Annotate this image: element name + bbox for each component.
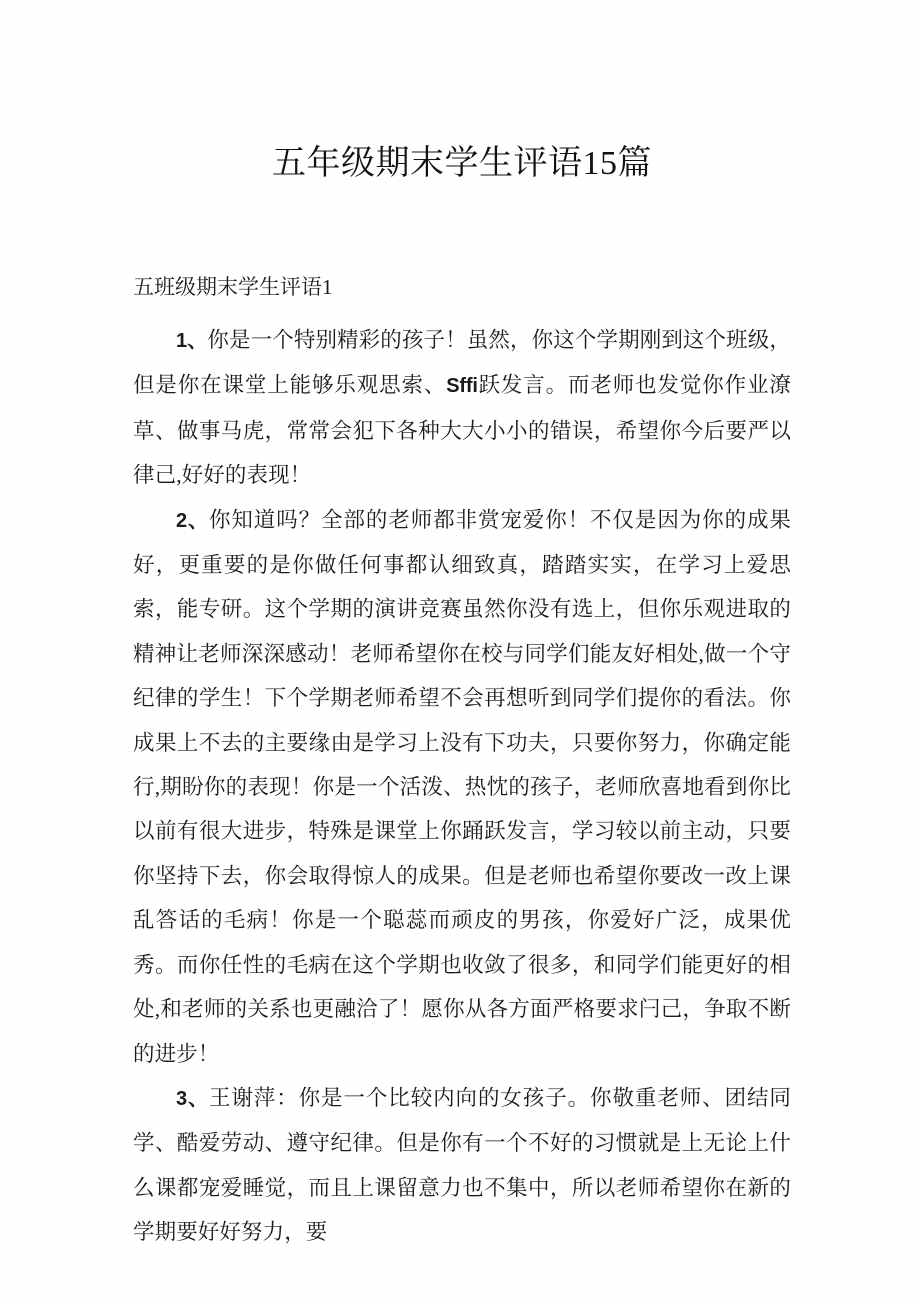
paragraph-2-number: 2、 xyxy=(176,509,209,532)
paragraph-1-text-lead: 你是一个特别精彩的孩子！虽然，你这个学期刚到这个班级，但是你在课堂上能够乐观思索、 xyxy=(133,328,791,398)
paragraph-1-ocr-artifact: Sffi xyxy=(446,375,478,398)
paragraph-1-text-tail: 跃发言。而老师也发觉你作业潦草、做事马虎，常常会犯下各种大大小小的错误，希望你今后要严以律己,好好的表现！ xyxy=(133,373,792,488)
paragraph-3-number: 3、 xyxy=(176,1087,209,1110)
paragraph-3-text: 王谢萍：你是一个比较内向的女孩子。你敬重老师、团结同学、酷爱劳动、遵守纪律。但是你有一个不好的习惯就是上无论上什么课都宠爱睡觉，而且上课留意力也不集中，所以老师希望你在新的学期要好好努力，要 xyxy=(133,1085,791,1245)
page-title: 五年级期末学生评语15篇 xyxy=(272,145,652,182)
paragraph-2 xyxy=(133,498,791,1076)
paragraph-1-number: 1、 xyxy=(176,330,208,352)
paragraph-2-text: 你知道吗？全部的老师都非赏宠爱你！不仅是因为你的成果好，更重要的是你做任何事都认细致真，踏踏实实，在学习上爱思索，能专研。这个学期的演讲竞赛虽然你没有选上，但你乐观进取的精神让老师深深感动！老师希望你在校与同学们能友好相处,做一个守纪律的学生！下个学期老师希望不会再想听到同学们提你的看法。你成果上不去的主要缘由是学习上没有下功夫，只要你努力，你确定能行,期盼你的表现！你是一个活泼、热忱的孩子，老师欣喜地看到你比以前有很大进步，特殊是课堂上你踊跃发言，学习较以前主动，只要你坚持下去，你会取得惊人的成果。但是老师也希望你要改一改上课乱答话的毛病！你是一个聪蕊而顽皮的男孩，你爱好广泛，成果优秀。而你任性的毛病在这个学期也收敛了很多，和同学们能更好的相处,和老师的关系也更融洽了！愿你从各方面严格要求闩己，争取不断的进步！ xyxy=(133,507,791,1066)
section-heading: 五班级期末学生评语1 xyxy=(133,275,333,299)
paragraph-1 xyxy=(133,318,791,498)
paragraph-3 xyxy=(133,1076,791,1255)
body-text-block xyxy=(133,318,791,1255)
